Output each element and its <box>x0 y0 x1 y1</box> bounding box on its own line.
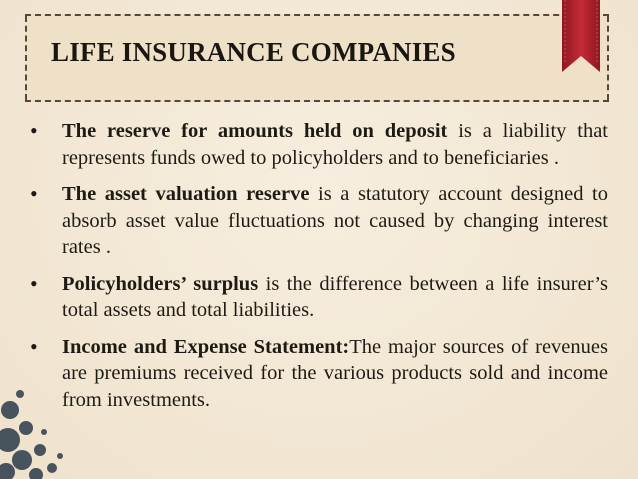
bullet-text: is the difference between a life insurer’s total assets and total liabilities. <box>62 272 608 321</box>
bullet-dot: • <box>30 333 38 359</box>
bullet-text: The major sources of revenues are premiums received for the various products sold and income from investments. <box>62 335 608 411</box>
bullet-list <box>28 118 608 423</box>
list-item <box>28 271 608 324</box>
bullet-dot: • <box>30 270 38 296</box>
bullet-dot: • <box>30 181 38 206</box>
list-item <box>28 118 608 171</box>
bullet-term: The asset valuation reserve <box>62 183 310 205</box>
list-item <box>28 334 608 414</box>
bullet-term: Income and Expense Statement: <box>62 335 350 358</box>
list-item <box>28 181 608 261</box>
bullet-dot: • <box>30 118 38 143</box>
bullet-term: The reserve for amounts held on deposit <box>62 120 448 142</box>
bullet-term: Policyholders’ surplus <box>62 272 259 295</box>
corner-ornament-icon <box>0 380 80 479</box>
slide-title: LIFE INSURANCE COMPANIES <box>51 37 456 67</box>
bullet-text: is a liability that represents funds owed to policyholders and to beneficiaries . <box>62 120 608 169</box>
bullet-text: is a statutory account designed to absorb asset value fluctuations not caused by changing interest rates . <box>62 183 608 258</box>
ribbon-bookmark-icon <box>562 0 600 72</box>
